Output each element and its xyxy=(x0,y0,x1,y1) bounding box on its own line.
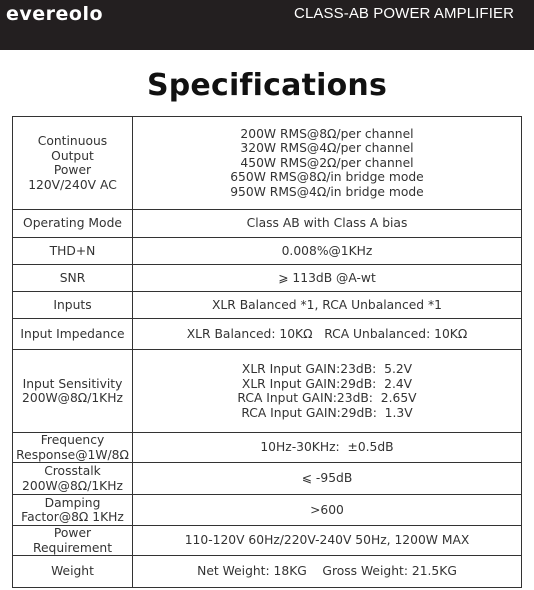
spec-value-line: ⩽ -95dB xyxy=(301,471,353,486)
spec-value xyxy=(133,265,522,292)
spec-value-line: 200W RMS@8Ω/per channel xyxy=(240,126,414,141)
brand-logo: evereolo xyxy=(6,3,104,25)
spec-value-line: 450W RMS@2Ω/per channel xyxy=(240,155,414,170)
spec-value-line: 10Hz-30KHz: ±0.5dB xyxy=(260,440,394,455)
spec-label xyxy=(13,292,133,319)
spec-value-line: 110-120V 60Hz/220V-240V 50Hz, 1200W MAX xyxy=(184,533,470,548)
spec-label-line: Inputs xyxy=(53,297,92,312)
spec-value-line: XLR Input GAIN:29dB: 2.4V xyxy=(241,376,413,391)
spec-label-line: Power xyxy=(53,163,92,177)
spec-label xyxy=(13,265,133,292)
spec-label xyxy=(13,556,133,588)
spec-label xyxy=(13,526,133,556)
spec-row xyxy=(13,292,522,319)
spec-value xyxy=(133,292,522,319)
spec-value xyxy=(133,556,522,588)
spec-row xyxy=(13,526,522,556)
spec-label-line: Factor@8Ω 1KHz xyxy=(21,510,124,524)
spec-row xyxy=(13,495,522,526)
spec-value-line: Net Weight: 18KG Gross Weight: 21.5KG xyxy=(197,564,457,579)
spec-value-line: 0.008%@1KHz xyxy=(281,243,373,258)
spec-label-line: Response@1W/8Ω xyxy=(16,447,129,462)
spec-value xyxy=(133,433,522,463)
spec-value-line: Class AB with Class A bias xyxy=(246,216,408,231)
spec-label-line: Input Impedance xyxy=(20,326,125,341)
spec-label-line: Power Requirement xyxy=(32,526,113,555)
spec-row xyxy=(13,319,522,350)
spec-value-line: RCA Input GAIN:29dB: 1.3V xyxy=(241,405,413,420)
header-bar xyxy=(0,0,534,50)
spec-label-line: Continuous Output xyxy=(37,134,108,163)
spec-row xyxy=(13,556,522,588)
spec-row xyxy=(13,265,522,292)
spec-value-line: XLR Balanced *1, RCA Unbalanced *1 xyxy=(211,297,442,312)
specifications-table xyxy=(12,116,522,588)
spec-row xyxy=(13,433,522,463)
page-title: Specifications xyxy=(146,68,388,103)
spec-label xyxy=(13,495,133,526)
spec-row xyxy=(13,117,522,210)
spec-label xyxy=(13,210,133,238)
spec-value xyxy=(133,210,522,238)
spec-value-line: 650W RMS@8Ω/in bridge mode xyxy=(230,170,424,185)
spec-value-line: XLR Balanced: 10KΩ RCA Unbalanced: 10KΩ xyxy=(186,326,468,341)
spec-value xyxy=(133,117,522,210)
spec-value xyxy=(133,526,522,556)
spec-label xyxy=(13,463,133,495)
product-title: CLASS-AB POWER AMPLIFIER xyxy=(294,5,514,22)
spec-label-line: 120V/240V AC xyxy=(28,177,117,192)
spec-value-line: ⩾ 113dB @A-wt xyxy=(278,270,376,285)
spec-label-line: 200W@8Ω/1KHz xyxy=(22,478,123,493)
spec-label xyxy=(13,117,133,210)
spec-row xyxy=(13,210,522,238)
spec-value xyxy=(133,319,522,350)
spec-label-line: Damping xyxy=(44,495,101,510)
spec-value xyxy=(133,463,522,495)
spec-value-line: XLR Input GAIN:23dB: 5.2V xyxy=(241,362,413,376)
spec-value xyxy=(133,350,522,433)
spec-label xyxy=(13,238,133,265)
spec-row xyxy=(13,350,522,433)
spec-value-line: RCA Input GAIN:23dB: 2.65V xyxy=(237,391,417,405)
spec-label-line: Operating Mode xyxy=(23,216,122,231)
spec-label-line: Crosstalk xyxy=(44,464,101,478)
spec-value-line: 320W RMS@4Ω/per channel xyxy=(240,141,414,156)
spec-label-line: THD+N xyxy=(49,243,96,258)
spec-row xyxy=(13,463,522,495)
spec-value-line: >600 xyxy=(310,502,344,517)
spec-label-line: Frequency xyxy=(40,433,105,447)
spec-label-line: SNR xyxy=(59,270,86,285)
spec-label-line: 200W@8Ω/1KHz xyxy=(22,391,123,405)
spec-label xyxy=(13,319,133,350)
spec-value xyxy=(133,238,522,265)
spec-value xyxy=(133,495,522,526)
spec-row xyxy=(13,238,522,265)
spec-value-line: 950W RMS@4Ω/in bridge mode xyxy=(230,184,424,199)
spec-label xyxy=(13,433,133,463)
spec-label-line: Weight xyxy=(51,564,94,579)
spec-label-line: Input Sensitivity xyxy=(22,376,123,391)
spec-label xyxy=(13,350,133,433)
